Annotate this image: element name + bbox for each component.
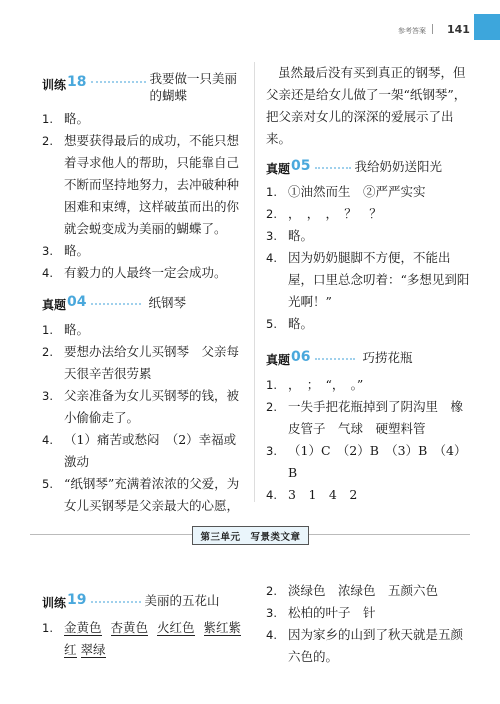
answer-item: 3. 略。 xyxy=(266,228,314,243)
right-column xyxy=(266,62,470,506)
section-number: 05 xyxy=(291,158,311,174)
page-number: 141 xyxy=(447,23,470,36)
answer-item: 2. 要想办法给女儿买钢琴 父亲每天很辛苦很劳累 xyxy=(42,344,240,381)
section-label: 真题 xyxy=(42,298,67,312)
answer-item: 4. 3 1 4 2 xyxy=(266,487,358,502)
answer-item: 5. 略。 xyxy=(266,316,314,331)
section-label: 训练 xyxy=(42,78,67,92)
continuation-text: 虽然最后没有买到真正的钢琴，但父亲还是给女儿做了一架“纸钢琴”，把父亲对女儿的深深的爱展示了出来。 xyxy=(266,65,467,146)
header-accent-bar xyxy=(474,14,500,40)
answer-item: 4. 有毅力的人最终一定会成功。 xyxy=(42,265,227,280)
section-18-header xyxy=(42,70,248,104)
header-separator xyxy=(432,24,433,34)
section-04-answers xyxy=(42,319,248,517)
section-number: 04 xyxy=(67,294,87,310)
section-title: 我给奶奶送阳光 xyxy=(354,159,443,174)
section-number: 06 xyxy=(291,349,311,365)
section-06-answers xyxy=(266,374,470,506)
answer-item: 3. 松柏的叶子 针 xyxy=(266,605,376,620)
answer-underlined: 金黄色 xyxy=(64,620,102,635)
answer-item: 1. 金黄色 杏黄色 火红色 紫红紫红 翠绿 xyxy=(42,620,242,657)
section-05-header xyxy=(266,158,470,177)
section-title-line2: 的蝴蝶 xyxy=(149,88,188,103)
dotted-leader xyxy=(315,158,351,169)
section-18-answers xyxy=(42,108,248,284)
answer-item: 2. ， ， ， ？ ？ xyxy=(266,206,382,221)
bottom-left-column xyxy=(42,592,248,661)
answer-item: 3. （1）C （2）B （3）B （4）B xyxy=(266,443,467,480)
section-label: 真题 xyxy=(266,353,291,367)
answer-item: 4. 因为奶奶腿脚不方便，不能出屋，口里总念叨着：“多想见到阳光啊！” xyxy=(266,250,470,309)
section-19-header xyxy=(42,592,248,611)
bottom-right-column xyxy=(266,580,470,668)
dotted-leader xyxy=(91,72,146,83)
answer-underlined: 紫红紫红 xyxy=(64,620,242,657)
answer-item: 4. （1）痛苦或愁闷 （2）幸福或激动 xyxy=(42,432,237,469)
answer-item: 4. 因为家乡的山到了秋天就是五颜六色的。 xyxy=(266,627,464,664)
section-title: 我要做一只美丽 xyxy=(149,71,238,86)
section-number: 19 xyxy=(67,592,87,608)
answer-item: 1. 略。 xyxy=(42,111,90,126)
dotted-leader xyxy=(91,592,141,603)
unit-banner: 第三单元 写景类文章 xyxy=(192,526,309,545)
section-title: 纸钢琴 xyxy=(148,295,187,310)
answer-item: 2. 淡绿色 浓绿色 五颜六色 xyxy=(266,583,439,598)
section-number: 18 xyxy=(67,74,87,90)
answer-item: 1. ①油然而生 ②严严实实 xyxy=(266,184,426,199)
answer-item: 3. 父亲准备为女儿买钢琴的钱，被小偷偷走了。 xyxy=(42,388,240,425)
answer-item: 1. 略。 xyxy=(42,322,90,337)
left-column xyxy=(42,70,248,517)
section-title: 巧捞花瓶 xyxy=(362,350,413,365)
dotted-leader xyxy=(91,294,141,305)
answer-underlined: 火红色 xyxy=(157,620,195,635)
header-label: 参考答案 xyxy=(398,27,426,35)
answer-item: 3. 略。 xyxy=(42,243,90,258)
section-label: 训练 xyxy=(42,596,67,610)
section-04-header xyxy=(42,294,248,313)
answer-item: 2. 一失手把花瓶掉到了阴沟里 橡皮管子 气球 硬塑料管 xyxy=(266,399,464,436)
section-05-answers xyxy=(266,181,470,335)
answer-item: 2. 想要获得最后的成功，不能只想着寻求他人的帮助，只能靠自己不断而坚持地努力，去冲破种种困难和束缚，这样破茧而出的你就会蜕变成为美丽的蝴蝶了。 xyxy=(42,133,240,236)
section-06-header xyxy=(266,349,470,368)
section-title: 美丽的五花山 xyxy=(144,593,220,608)
answer-underlined: 杏黄色 xyxy=(110,620,149,635)
section-label: 真题 xyxy=(266,162,291,176)
answer-underlined: 翠绿 xyxy=(80,642,106,657)
dotted-leader xyxy=(315,349,355,360)
answer-item: 1. ， ； “， 。” xyxy=(266,377,364,392)
column-divider xyxy=(254,62,255,502)
answer-item: 5. “纸钢琴”充满着浓浓的父爱，为女儿买钢琴是父亲最大的心愿， xyxy=(42,476,240,513)
